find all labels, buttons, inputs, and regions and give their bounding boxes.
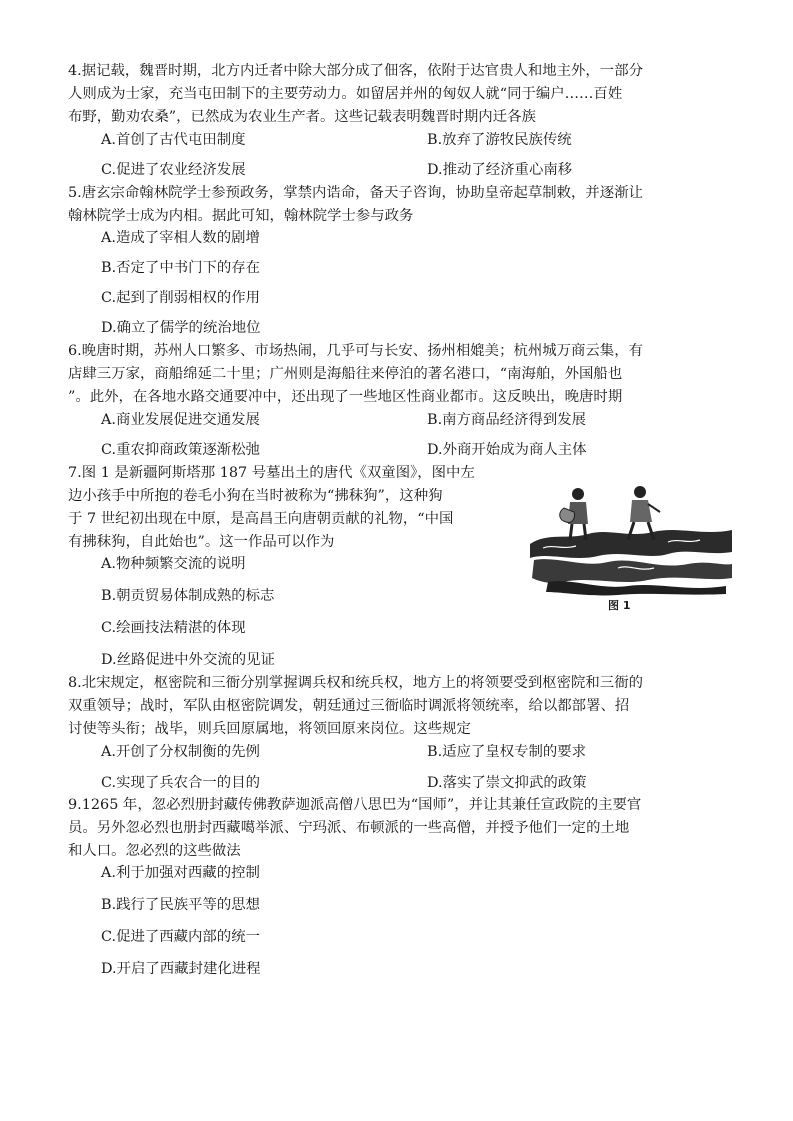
- option-8c: C.实现了兵农合一的目的: [101, 775, 260, 791]
- option-6b: B.南方商品经济得到发展: [427, 412, 587, 428]
- option-5d: D.确立了儒学的统治地位: [101, 320, 261, 336]
- option-9b: B.践行了民族平等的思想: [101, 897, 261, 913]
- question-7-line-3: 于 7 世纪初出现在中原，是高昌王向唐朝贡献的礼物，“中国: [68, 511, 454, 527]
- question-5-line-2: 翰林院学士成为内相。据此可知，翰林院学士参与政务: [68, 208, 414, 224]
- double-children-painting-figure: [528, 482, 734, 598]
- option-4a: A.首创了古代屯田制度: [101, 132, 246, 148]
- option-7c: C.绘画技法精湛的体现: [101, 620, 246, 636]
- option-6d: D.外商开始成为商人主体: [427, 442, 587, 458]
- option-9d: D.开启了西藏封建化进程: [101, 961, 261, 977]
- option-8b: B.适应了皇权专制的要求: [427, 744, 587, 760]
- question-9-line-2: 员。另外忽必烈也册封西藏噶举派、宁玛派、布顿派的一些高僧，并授予他们一定的土地: [68, 820, 630, 836]
- option-4c: C.促进了农业经济发展: [101, 162, 246, 178]
- question-4-line-1: 4.据记载，魏晋时期，北方内迁者中除大部分成了佃客，依附于达官贵人和地主外，一部分: [68, 63, 643, 79]
- option-7a: A.物种频繁交流的说明: [101, 556, 246, 572]
- question-7-stem: [68, 462, 528, 554]
- question-8-line-2: 双重领导；战时，军队由枢密院调发，朝廷通过三衙临时调派将领统率，给以都部署、招: [68, 698, 630, 714]
- question-7-line-4: 有拂秣狗，自此始也”。这一作品可以作为: [68, 534, 335, 550]
- question-6-line-3: ”。此外，在各地水路交通要冲中，还出现了一些地区性商业都市。这反映出，晚唐时期: [68, 389, 623, 405]
- question-8-line-3: 讨使等头衔；战毕，则兵回原属地，将领回原来岗位。这些规定: [68, 721, 471, 737]
- question-4-line-3: 布野，勤劝农桑”，已然成为农业生产者。这些记载表明魏晋时期内迁各族: [68, 109, 536, 125]
- option-7b: B.朝贡贸易体制成熟的标志: [101, 588, 275, 604]
- question-8-line-1: 8.北宋规定，枢密院和三衙分别掌握调兵权和统兵权，地方上的将领要受到枢密院和三衙的: [68, 675, 643, 691]
- question-9-line-3: 和人口。忽必烈的这些做法: [68, 843, 241, 859]
- option-5c: C.起到了削弱相权的作用: [101, 290, 260, 306]
- option-4b: B.放弃了游牧民族传统: [427, 132, 572, 148]
- option-8a: A.开创了分权制衡的先例: [101, 744, 260, 760]
- question-5-line-1: 5.唐玄宗命翰林院学士参预政务，掌禁内诰命，备天子咨询，协助皇帝起草制敕，并逐渐让: [68, 185, 643, 201]
- option-6c: C.重农抑商政策逐渐松弛: [101, 442, 260, 458]
- question-6-line-1: 6.晚唐时期，苏州人口繁多、市场热闹，几乎可与长安、扬州相媲美；杭州城万商云集，有: [68, 343, 643, 359]
- question-6-stem: [68, 340, 733, 409]
- option-8d: D.落实了崇文抑武的政策: [427, 775, 587, 791]
- question-7-line-2: 边小孩手中所抱的卷毛小狗在当时被称为“拂秣狗”，这种狗: [68, 488, 443, 504]
- option-5a: A.造成了宰相人数的剧增: [101, 230, 260, 246]
- option-7d: D.丝路促进中外交流的见证: [101, 652, 275, 668]
- question-9-line-1: 9.1265 年，忽必烈册封藏传佛教萨迦派高僧八思巴为“国师”，并让其兼任宣政院的主要官: [68, 797, 642, 813]
- option-6a: A.商业发展促进交通发展: [101, 412, 260, 428]
- figure-1-caption: 图 1: [608, 599, 631, 612]
- option-9a: A.利于加强对西藏的控制: [101, 865, 260, 881]
- option-4d: D.推动了经济重心南移: [427, 162, 573, 178]
- question-6-line-2: 店肆三万家，商船绵延二十里；广州则是海船往来停泊的著名港口，“南海舶，外国船也: [68, 366, 623, 382]
- question-4-stem: [68, 60, 733, 129]
- question-7-line-1: 7.图 1 是新疆阿斯塔那 187 号墓出土的唐代《双童图》，图中左: [68, 465, 475, 481]
- question-8-stem: [68, 672, 733, 741]
- question-5-stem: [68, 182, 733, 228]
- option-5b: B.否定了中书门下的存在: [101, 260, 261, 276]
- option-9c: C.促进了西藏内部的统一: [101, 929, 260, 945]
- question-9-stem: [68, 794, 733, 863]
- question-4-line-2: 人则成为士家，充当屯田制下的主要劳动力。如留居并州的匈奴人就“同于编户……百姓: [68, 86, 623, 102]
